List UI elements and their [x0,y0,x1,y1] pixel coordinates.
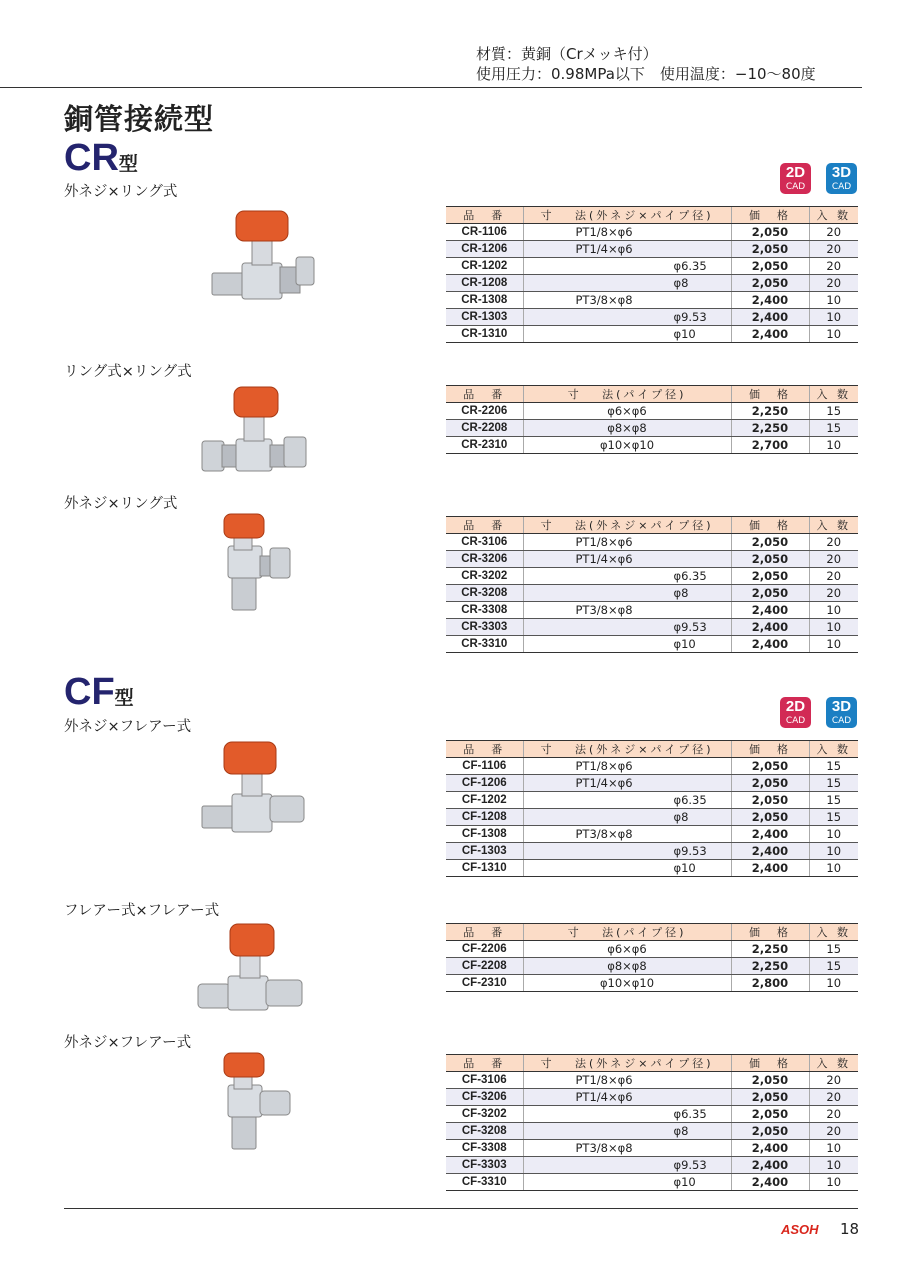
price: 2,400 [731,602,809,619]
table-row [446,792,858,809]
dimension-value: φ8 [673,1124,689,1138]
cf-series-title [64,672,134,719]
dimension-value: φ8 [673,586,689,600]
quantity: 10 [809,602,858,619]
product-code: CF-1303 [446,843,523,860]
product-code: CR-2310 [446,437,523,454]
dimension-value: PT1/8×φ6 [575,225,633,239]
product-code: CR-3206 [446,551,523,568]
price: 2,050 [731,758,809,775]
dimension-value: φ9.53 [673,620,707,634]
dimension-value: PT1/8×φ6 [575,759,633,773]
dimension: φ6×φ6 [523,941,731,958]
table-row [446,1123,858,1140]
quantity: 20 [809,224,858,241]
price: 2,400 [731,826,809,843]
product-code: CR-3303 [446,619,523,636]
price-header: 価 格 [731,741,809,758]
product-code: CF-3303 [446,1157,523,1174]
price: 2,050 [731,275,809,292]
dimension-value: φ6.35 [673,259,707,273]
code-header: 品 番 [446,517,523,534]
quantity: 10 [809,1174,858,1191]
badge-3d-label: 3D [831,164,852,181]
dimension [523,602,731,619]
badge-2d-label: 2D [785,698,806,715]
code-header: 品 番 [446,1055,523,1072]
product-code: CF-1310 [446,860,523,877]
dimension-header: 寸 法(外ネジ×パイプ径) [523,207,731,224]
table-row [446,775,858,792]
table-row [446,241,858,258]
quantity: 20 [809,241,858,258]
cr3-price-table [446,516,858,653]
quantity: 20 [809,568,858,585]
product-code: CF-2206 [446,941,523,958]
table-row [446,1106,858,1123]
pressure-temperature-text: 使用圧力：0.98MPa以下 使用温度：−10〜80度 [476,65,816,83]
price: 2,400 [731,860,809,877]
price: 2,050 [731,551,809,568]
dimension [523,224,731,241]
dimension [523,843,731,860]
table-row [446,292,858,309]
dimension-header: 寸 法(外ネジ×パイプ径) [523,1055,731,1072]
dimension [523,292,731,309]
table-row [446,258,858,275]
quantity: 15 [809,420,858,437]
quantity: 15 [809,958,858,975]
price: 2,250 [731,403,809,420]
dimension [523,568,731,585]
quantity: 15 [809,792,858,809]
table-row [446,568,858,585]
dimension-value: φ10 [673,637,696,651]
quantity: 15 [809,809,858,826]
table-row [446,758,858,775]
dimension [523,860,731,877]
product-code: CF-3308 [446,1140,523,1157]
valve-cr3-image [210,512,320,612]
price: 2,400 [731,1157,809,1174]
price: 2,050 [731,1072,809,1089]
table-row [446,224,858,241]
price: 2,050 [731,568,809,585]
product-code: CR-3310 [446,636,523,653]
dimension [523,258,731,275]
dimension [523,809,731,826]
product-code: CF-3202 [446,1106,523,1123]
product-code: CF-1308 [446,826,523,843]
cad-3d-badge[interactable] [826,163,857,194]
price: 2,400 [731,619,809,636]
table-row [446,275,858,292]
cf1-price-table [446,740,858,877]
quantity: 20 [809,1072,858,1089]
price: 2,050 [731,1106,809,1123]
price: 2,400 [731,636,809,653]
valve-cf2-image [196,922,306,1022]
dimension-value: PT1/8×φ6 [575,1073,633,1087]
quantity: 10 [809,843,858,860]
brand-logo: ASOH [781,1222,819,1237]
product-code: CF-3310 [446,1174,523,1191]
code-header: 品 番 [446,386,523,403]
dimension: φ10×φ10 [523,975,731,992]
product-code: CR-1310 [446,326,523,343]
quantity: 20 [809,1123,858,1140]
price: 2,050 [731,258,809,275]
cr-series-name: CR [64,137,119,179]
header-divider [0,87,862,88]
valve-cr1-image [208,205,318,305]
dimension [523,775,731,792]
product-code: CF-3206 [446,1089,523,1106]
product-code: CF-3106 [446,1072,523,1089]
dimension [523,309,731,326]
quantity: 10 [809,309,858,326]
dimension [523,758,731,775]
product-code: CF-3208 [446,1123,523,1140]
dimension-value: PT3/8×φ8 [575,293,633,307]
section-subtitle: 外ネジ×フレアー式 [64,719,192,735]
dimension: φ8×φ8 [523,420,731,437]
dimension-value: PT3/8×φ8 [575,1141,633,1155]
badge-cad-label: CAD [785,716,806,726]
dimension-value: PT1/8×φ6 [575,535,633,549]
dimension-header: 寸 法(外ネジ×パイプ径) [523,517,731,534]
table-row [446,437,858,454]
dimension [523,1106,731,1123]
price-header: 価 格 [731,924,809,941]
quantity: 20 [809,1106,858,1123]
dimension-value: φ6.35 [673,1107,707,1121]
cf-series-name: CF [64,671,115,713]
code-header: 品 番 [446,741,523,758]
dimension [523,1157,731,1174]
cf2-price-table [446,923,858,992]
quantity: 20 [809,275,858,292]
badge-cad-label: CAD [785,182,806,192]
product-code: CR-1303 [446,309,523,326]
dimension [523,826,731,843]
quantity: 20 [809,534,858,551]
price: 2,050 [731,585,809,602]
dimension-value: PT3/8×φ8 [575,603,633,617]
quantity: 10 [809,1157,858,1174]
valve-cf3-image [212,1051,322,1151]
price: 2,050 [731,809,809,826]
quantity-header: 入 数 [809,1055,858,1072]
badge-cad-label: CAD [831,182,852,192]
quantity: 20 [809,1089,858,1106]
cr1-price-table [446,206,858,343]
dimension [523,619,731,636]
table-row [446,534,858,551]
dimension: φ6×φ6 [523,403,731,420]
section-subtitle: フレアー式×フレアー式 [64,903,220,919]
product-code: CR-1308 [446,292,523,309]
dimension-value: φ10 [673,327,696,341]
dimension [523,1140,731,1157]
table-row [446,309,858,326]
product-code: CR-2206 [446,403,523,420]
price: 2,800 [731,975,809,992]
valve-cf1-image [198,738,308,838]
quantity-header: 入 数 [809,924,858,941]
quantity: 10 [809,636,858,653]
cr-series-suffix: 型 [118,154,138,175]
product-code: CR-3106 [446,534,523,551]
dimension-value: PT1/4×φ6 [575,552,633,566]
dimension-value: PT1/4×φ6 [575,776,633,790]
quantity-header: 入 数 [809,386,858,403]
dimension [523,534,731,551]
badge-2d-label: 2D [785,164,806,181]
quantity: 10 [809,975,858,992]
product-code: CR-1208 [446,275,523,292]
cr-series-title [64,138,138,185]
product-code: CR-2208 [446,420,523,437]
price: 2,400 [731,1140,809,1157]
table-row [446,1089,858,1106]
quantity: 15 [809,758,858,775]
price: 2,250 [731,958,809,975]
table-row [446,958,858,975]
product-code: CR-1206 [446,241,523,258]
material-text: 材質：黄銅（Crメッキ付） [476,45,658,63]
dimension-value: φ10 [673,1175,696,1189]
section-subtitle: 外ネジ×リング式 [64,496,178,512]
price: 2,050 [731,534,809,551]
table-row [446,809,858,826]
dimension-value: PT3/8×φ8 [575,827,633,841]
dimension-value: φ10 [673,861,696,875]
price: 2,050 [731,224,809,241]
quantity-header: 入 数 [809,741,858,758]
table-row [446,941,858,958]
dimension [523,326,731,343]
price: 2,400 [731,1174,809,1191]
dimension-value: PT1/4×φ6 [575,1090,633,1104]
price-header: 価 格 [731,517,809,534]
price: 2,050 [731,775,809,792]
product-code: CF-1202 [446,792,523,809]
product-code: CR-1106 [446,224,523,241]
quantity: 15 [809,403,858,420]
cad-2d-badge[interactable] [780,697,811,728]
dimension: φ10×φ10 [523,437,731,454]
table-row [446,1174,858,1191]
dimension [523,585,731,602]
table-row [446,1157,858,1174]
price: 2,050 [731,1123,809,1140]
section-subtitle: リング式×リング式 [64,364,192,380]
price-header: 価 格 [731,1055,809,1072]
cf3-price-table [446,1054,858,1191]
page-number: 18 [840,1220,860,1238]
quantity: 10 [809,860,858,877]
dimension-value: φ8 [673,810,689,824]
table-row [446,1072,858,1089]
quantity: 20 [809,551,858,568]
table-row [446,1140,858,1157]
quantity: 10 [809,326,858,343]
table-row [446,636,858,653]
dimension-value: φ8 [673,276,689,290]
spec-block [476,44,816,84]
quantity: 15 [809,775,858,792]
cad-2d-badge[interactable] [780,163,811,194]
dimension-value: PT1/4×φ6 [575,242,633,256]
product-code: CR-3308 [446,602,523,619]
badge-cad-label: CAD [831,716,852,726]
product-code: CR-1202 [446,258,523,275]
price-header: 価 格 [731,207,809,224]
cf-series-suffix: 型 [114,688,134,709]
dimension [523,636,731,653]
dimension-value: φ6.35 [673,793,707,807]
dimension [523,792,731,809]
product-code: CF-2310 [446,975,523,992]
quantity-header: 入 数 [809,517,858,534]
table-row [446,551,858,568]
price: 2,400 [731,326,809,343]
product-code: CR-3202 [446,568,523,585]
quantity: 10 [809,437,858,454]
quantity-header: 入 数 [809,207,858,224]
table-row [446,602,858,619]
table-row [446,585,858,602]
price: 2,050 [731,1089,809,1106]
price: 2,400 [731,843,809,860]
page-title: 銅管接続型 [64,102,215,136]
dimension-header: 寸 法(パイプ径) [523,386,731,403]
product-code: CF-1206 [446,775,523,792]
dimension-value: φ9.53 [673,844,707,858]
dimension-header: 寸 法(外ネジ×パイプ径) [523,741,731,758]
price: 2,050 [731,241,809,258]
product-code: CF-2208 [446,958,523,975]
dimension [523,275,731,292]
code-header: 品 番 [446,924,523,941]
cad-3d-badge[interactable] [826,697,857,728]
badge-3d-label: 3D [831,698,852,715]
price: 2,400 [731,309,809,326]
price: 2,250 [731,420,809,437]
quantity: 15 [809,941,858,958]
quantity: 10 [809,292,858,309]
table-row [446,826,858,843]
section-subtitle: 外ネジ×フレアー式 [64,1035,192,1051]
code-header: 品 番 [446,207,523,224]
price: 2,700 [731,437,809,454]
dimension: φ8×φ8 [523,958,731,975]
dimension-value: φ9.53 [673,310,707,324]
product-code: CF-1106 [446,758,523,775]
section-subtitle: 外ネジ×リング式 [64,184,178,200]
table-row [446,326,858,343]
table-row [446,843,858,860]
valve-cr2-image [200,383,310,483]
dimension [523,551,731,568]
table-row [446,860,858,877]
quantity: 20 [809,258,858,275]
dimension-header: 寸 法(パイプ径) [523,924,731,941]
product-code: CR-3208 [446,585,523,602]
dimension [523,1089,731,1106]
quantity: 10 [809,1140,858,1157]
table-row [446,420,858,437]
price: 2,250 [731,941,809,958]
quantity: 10 [809,826,858,843]
quantity: 10 [809,619,858,636]
price-header: 価 格 [731,386,809,403]
dimension [523,241,731,258]
dimension [523,1174,731,1191]
table-row [446,975,858,992]
cr2-price-table [446,385,858,454]
dimension [523,1072,731,1089]
dimension-value: φ6.35 [673,569,707,583]
table-row [446,619,858,636]
price: 2,400 [731,292,809,309]
quantity: 20 [809,585,858,602]
footer-divider [64,1208,858,1209]
dimension [523,1123,731,1140]
price: 2,050 [731,792,809,809]
dimension-value: φ9.53 [673,1158,707,1172]
table-row [446,403,858,420]
product-code: CF-1208 [446,809,523,826]
